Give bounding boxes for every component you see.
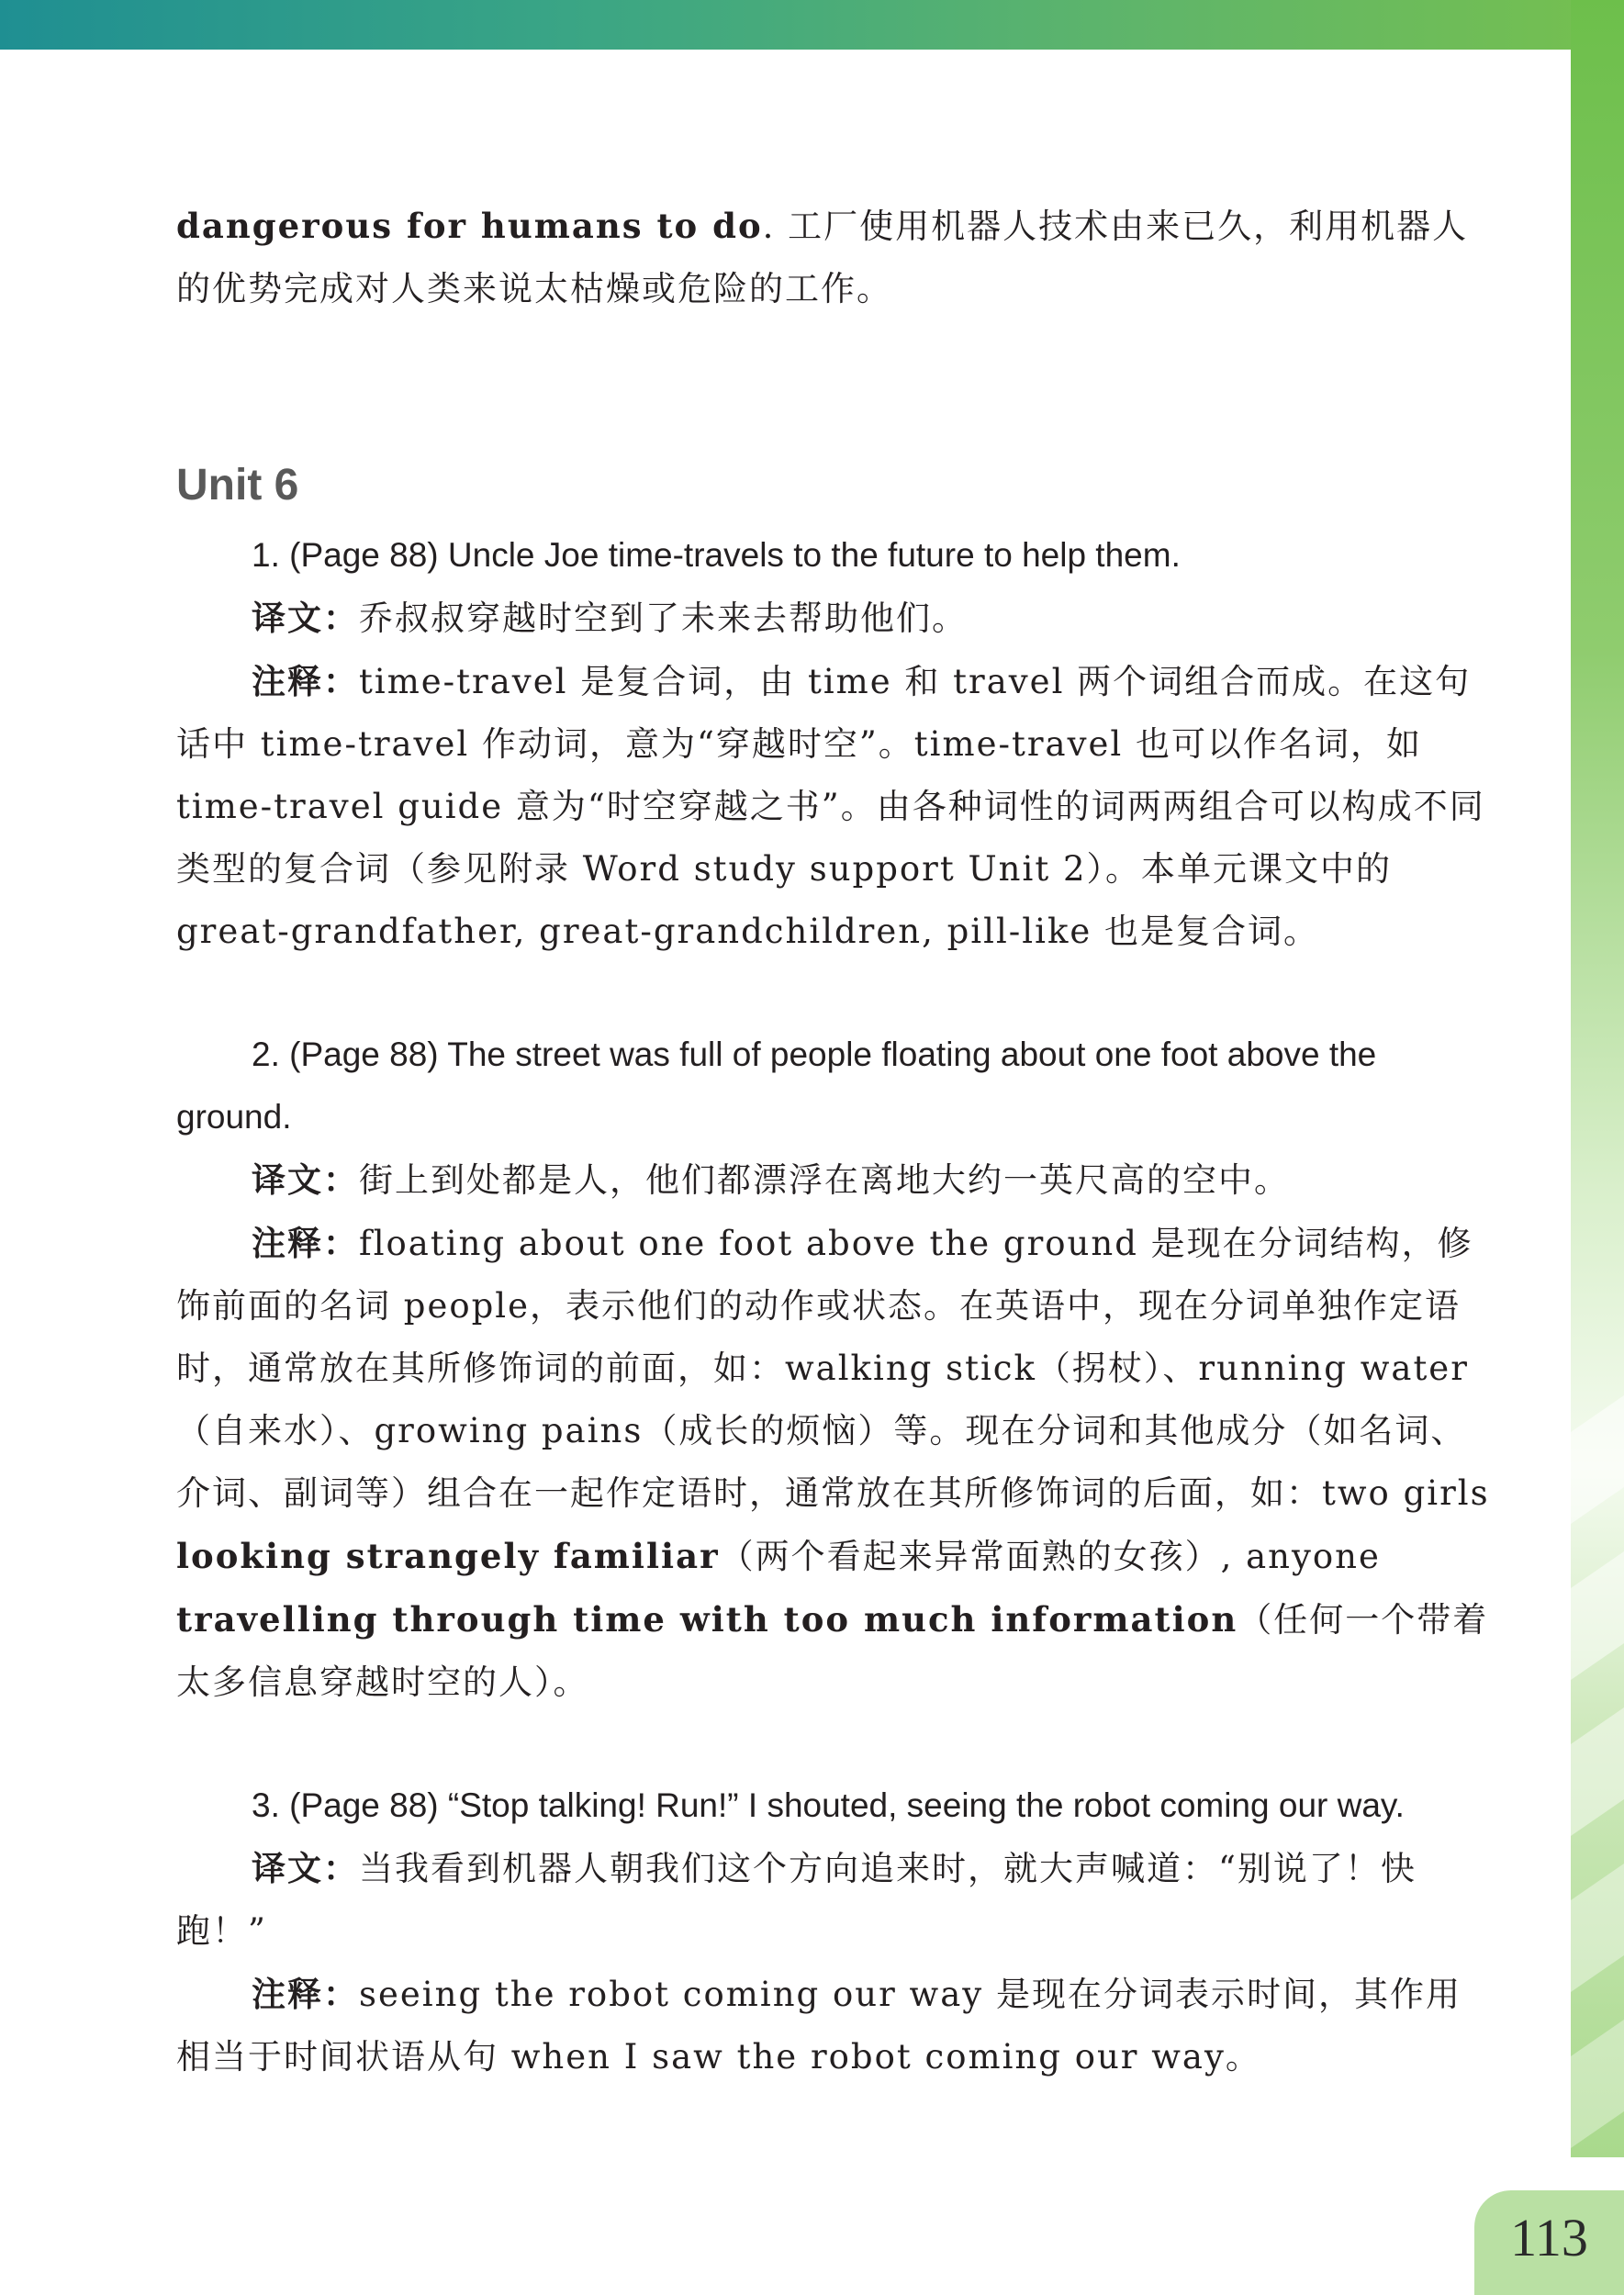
spacer <box>176 963 1491 1024</box>
item-3-translation: 译文：当我看到机器人朝我们这个方向追来时，就大声喊道：“别说了！快跑！” <box>176 1848 1417 1951</box>
item-3-sentence: 3. (Page 88) “Stop talking! Run!” I shouted, seeing the robot coming our way. <box>252 1786 1405 1824</box>
notes-label: 注释： <box>252 1974 359 2014</box>
unit-title: Unit 6 <box>176 461 299 509</box>
page-content <box>176 195 1491 2088</box>
item-1-notes: 注释：time-travel 是复合词，由 time 和 travel 两个词组合而成。在这句话中 time-travel 作动词，意为“穿越时空”。time-travel 也可以作名词，如 time-travel guide 意为“时空穿越之书”。由各种词性的词两两组合可以构成不同类型的复合词（参见附录 Word study support Unit 2）。本单元课文中的 great-grandfather, great-grandchildren, pill-like 也是复合词。 <box>176 661 1485 951</box>
intro-bold: dangerous for humans to do <box>176 206 763 246</box>
side-stripes-decoration <box>1571 1377 1624 2157</box>
item-1-translation: 译文：乔叔叔穿越时空到了未来去帮助他们。 <box>252 598 968 638</box>
notes-label: 注释： <box>252 661 359 701</box>
notes-label: 注释： <box>252 1223 359 1263</box>
item-1-sentence: 1. (Page 88) Uncle Joe time-travels to the future to help them. <box>252 536 1181 574</box>
translation-label: 译文： <box>252 1159 359 1200</box>
intro-paragraph <box>176 195 1491 320</box>
item-3-notes: 注释：seeing the robot coming our way 是现在分词表示时间，其作用相当于时间状语从句 when I saw the robot coming our way。 <box>176 1974 1462 2077</box>
spacer <box>176 1714 1491 1774</box>
item-2-notes: 注释：floating about one foot above the ground 是现在分词结构，修饰前面的名词 people，表示他们的动作或状态。在英语中，现在分词单独作定语时，通常放在其所修饰词的前面，如：walking stick（拐杖）、running water（自来水）、growing pains（成长的烦恼）等。现在分词和其他成分（如名词、介词、副词等）组合在一起作定语时，通常放在其所修饰词的后面，如：two girls looking strangely familiar（两个看起来异常面熟的女孩）, anyone travelling through time with too much information（任何一个带着太多信息穿越时空的人）。 <box>176 1223 1490 1702</box>
page-number: 113 <box>1510 2208 1588 2267</box>
translation-label: 译文： <box>252 598 359 638</box>
translation-label: 译文： <box>252 1848 359 1888</box>
item-2-sentence: 2. (Page 88) The street was full of people floating about one foot above the ground. <box>176 1036 1377 1136</box>
top-color-bar <box>0 0 1624 50</box>
intro-text: . 工厂使用机器人技术由来已久，利用机器人的优势完成对人类来说太枯燥或危险的工作。 <box>176 207 1469 308</box>
item-2-translation: 译文：街上到处都是人，他们都漂浮在离地大约一英尺高的空中。 <box>252 1159 1290 1200</box>
